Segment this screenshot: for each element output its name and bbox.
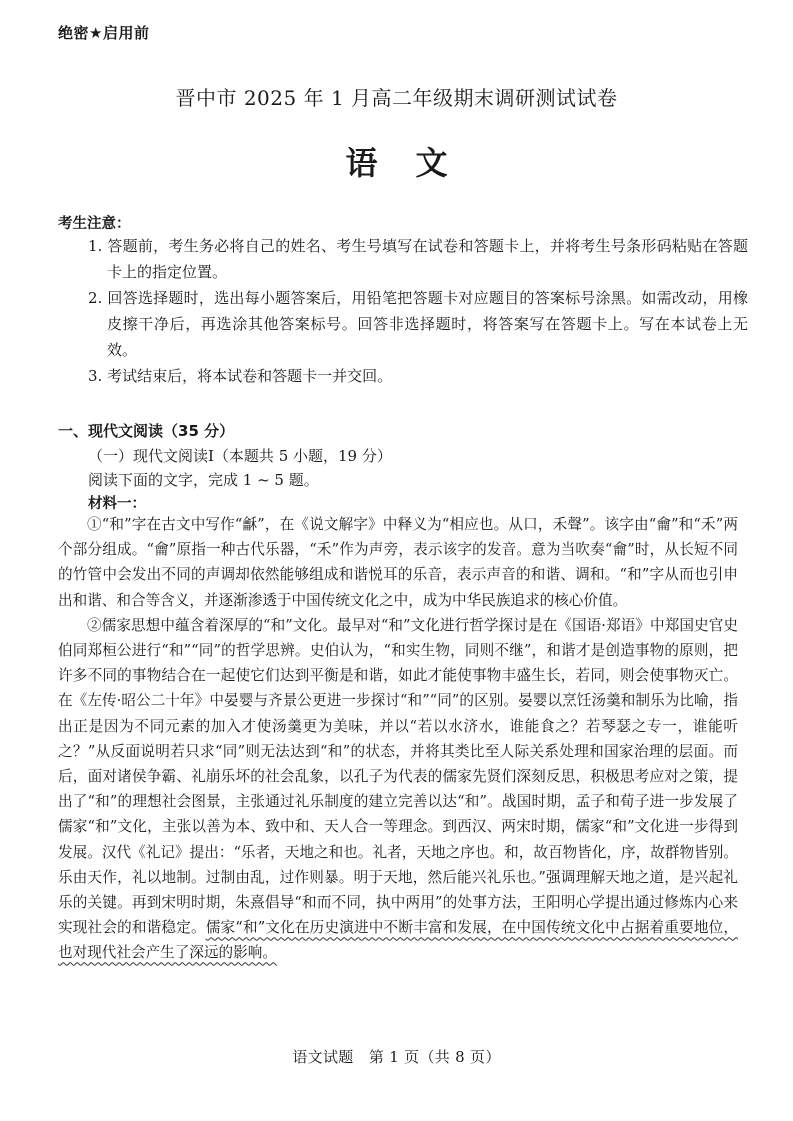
subsection-heading: （一）现代文阅读Ⅰ（本题共 5 小题，19 分） [88, 447, 392, 465]
page-footer: 语文试题 第 1 页（共 8 页） [292, 1048, 501, 1066]
paragraph-2-underlined-sentence: 儒家“和”文化在历史演进中不断丰富和发展，在中国传统文化中占据着重要地位，也对现代社会产生了深远的影响。 [58, 919, 738, 962]
paragraph-2 [58, 613, 738, 966]
material-label: 材料一： [88, 496, 146, 512]
paragraph-2-text: ②儒家思想中蕴含着深厚的“和”文化。最早对“和”文化进行哲学探讨是在《国语·郑语》中郑国史官史伯同郑桓公进行“和”“同”的哲学思辨。史伯认为，“和实生物，同则不继”，和谐才是创造事物的原则，把许多不同的事物结合在一起使它们达到平衡是和谐，如此才能使事物丰盛生长，若同，则会使事物灭亡。在《左传·昭公二十年》中晏婴与齐景公更进一步探讨“和”“同”的区别。晏婴以烹饪汤羹和制乐为比喻，指出正是因为不同元素的加入才使汤羹更为美味，并以“若以水济水，谁能食之？若琴瑟之专一，谁能听之？”从反面说明若只求“同”则无法达到“和”的状态，并将其类比至人际关系处理和国家治理的层面。而后，面对诸侯争霸、礼崩乐坏的社会乱象，以孔子为代表的儒家先贤们深刻反思，积极思考应对之策，提出了“和”的理想社会图景，主张通过礼乐制度的建立完善以达“和”。战国时期，孟子和荀子进一步发展了儒家“和”文化，主张以善为本、致中和、天人合一等理念。到西汉、两宋时期，儒家“和”文化进一步得到发展。汉代《礼记》提出：“乐者，天地之和也。礼者，天地之序也。和，故百物皆化，序，故群物皆别。乐由天作，礼以地制。过制由乱，过作则暴。明于天地，然后能兴礼乐也。”强调理解天地之道，是兴起礼乐的关键。再到宋明时期，朱熹倡导“和而不同，执中两用”的处事方法，王阳明心学提出通过修炼内心来实现社会的和谐稳定。 [58, 616, 738, 937]
note-item-3: 3. 考试结束后，将本试卷和答题卡一并交回。 [88, 367, 393, 385]
note-item-2: 2. 回答选择题时，选出每小题答案后，用铅笔把答题卡对应题目的答案标号涂黑。如需改动，用橡皮擦干净后，再选涂其他答案标号。回答非选择题时，将答案写在答题卡上。写在本试卷上无效。 [88, 289, 748, 359]
reading-passage [58, 512, 738, 966]
notes-list [88, 233, 748, 389]
section-heading: 一、现代文阅读（35 分） [58, 422, 235, 440]
paragraph-1: ①“和”字在古文中写作“龢”，在《说文解字》中释义为“相应也。从口，禾聲”。该字由“龠”和“禾”两个部分组成。“龠”原指一种古代乐器，“禾”作为声旁，表示该字的发音。意为当吹奏“龠”时，从长短不同的竹管中会发出不同的声调却依然能够组成和谐悦耳的乐音，表示声音的和谐、调和。“和”字从而也引申出和谐、和合等含义，并逐渐渗透于中国传统文化之中，成为中华民族追求的核心价值。 [58, 516, 738, 609]
note-item-1: 1. 答题前，考生务必将自己的姓名、考生号填写在试卷和答题卡上，并将考生号条形码粘贴在答题卡上的指定位置。 [88, 237, 748, 281]
confidential-mark: 绝密★启用前 [58, 24, 150, 42]
exam-title: 晋中市 2025 年 1 月高二年级期末调研测试试卷 [175, 86, 618, 110]
notes-heading: 考生注意： [58, 216, 131, 232]
reading-instruction: 阅读下面的文字，完成 1 ~ 5 题。 [88, 471, 319, 489]
subject-title: 语文 [345, 144, 486, 182]
